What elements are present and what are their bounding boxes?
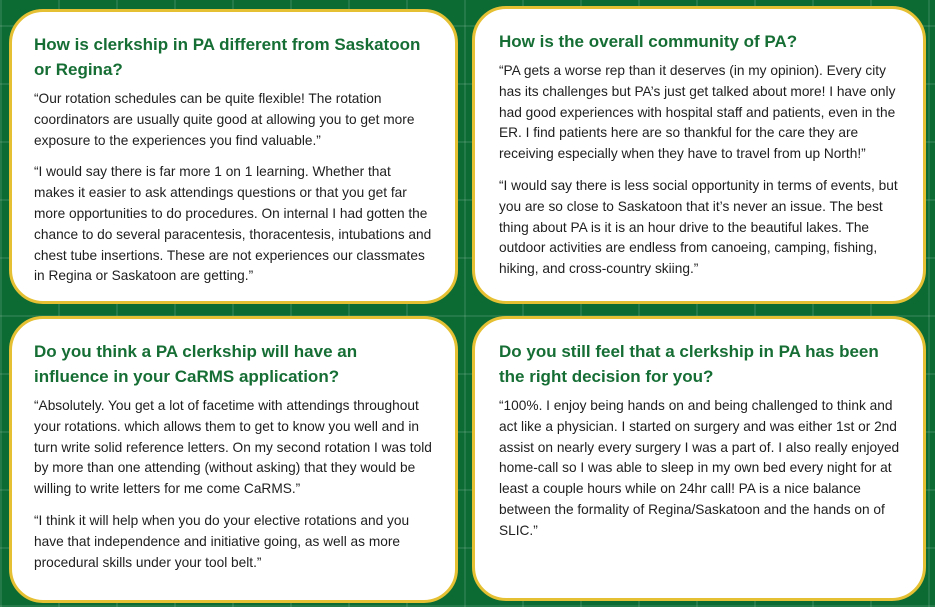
card-answer: “Our rotation schedules can be quite flexible! The rotation coordinators are usually quite good at allowing you to get more exposure to the experiences you find valuable.” <box>34 91 415 148</box>
card-answer: “I think it will help when you do your elective rotations and you have that independence and initiative going, as well as more procedural skills under your tool belt.” <box>34 512 410 570</box>
card-answer: “Absolutely. You get a lot of facetime with attendings throughout your rotations. which allows them to get to know you well and in turn write solid reference letters. On my second rotation I was told by more than one attending (without asking) that they would be willing to write letters for me come CaRMS.” <box>34 398 432 497</box>
card-question: How is clerkship in PA different from Saskatoon or Regina? <box>34 35 421 79</box>
faq-card-clerkship-difference <box>9 9 458 304</box>
card-answer: “100%. I enjoy being hands on and being challenged to think and act like a physician. I started on surgery and was either 1st or 2nd assist on nearly every surgery I was a part of. I also really enjoyed home-call so I was able to sleep in my own bed every night for at least a couple hours while on 24hr call! PA is a nice balance between the formality of Regina/Saskatoon and the hands on of SLIC.” <box>499 398 900 538</box>
card-question: Do you think a PA clerkship will have an influence in your CaRMS application? <box>34 342 358 386</box>
faq-card-right-decision <box>472 316 926 601</box>
card-answer: “I would say there is less social opportunity in terms of events, but you are so close to Saskatoon that it’s never an issue. The best thing about PA is it is an hour drive to the beautiful lakes. The outdoor activities are endless from canoeing, camping, fishing, hiking, and cross-country skiing.” <box>499 177 898 277</box>
faq-card-carms-influence <box>9 316 458 603</box>
card-answer: “I would say there is far more 1 on 1 learning. Whether that makes it easier to ask attendings questions or that you get far more opportunities to do procedures. On internal I had gotten the chance to do several paracentesis, thoracentesis, intubations and chest tube insertions. These are not experiences our classmates in Regina or Saskatoon are getting.” <box>34 164 432 284</box>
card-answer: “PA gets a worse rep than it deserves (in my opinion). Every city has its challenges but PA’s just get talked about more! I have only had good experiences with hospital staff and patients, even in the ER. I find patients here are so thankful for the care they are receiving especially when they have to travel from up North!” <box>499 63 896 162</box>
card-question: How is the overall community of PA? <box>499 32 798 51</box>
card-question: Do you still feel that a clerkship in PA has been the right decision for you? <box>499 342 879 386</box>
faq-card-community <box>472 6 926 304</box>
